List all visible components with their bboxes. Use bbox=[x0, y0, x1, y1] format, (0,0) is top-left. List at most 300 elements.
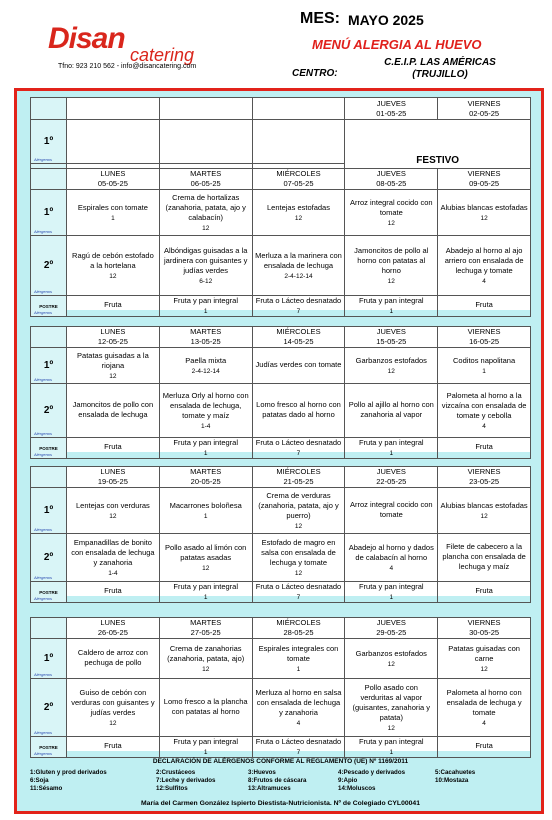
second-course-label: 2º bbox=[43, 260, 54, 271]
day-header bbox=[345, 618, 438, 639]
dish-name: Caldero de arroz con pechuga de pollo bbox=[77, 647, 148, 667]
empty-cell bbox=[67, 120, 160, 164]
day-name: MARTES bbox=[190, 169, 222, 178]
day-name: MARTES bbox=[190, 618, 222, 627]
dish-name: Fruta o Lácteo desnatado bbox=[255, 582, 342, 591]
day-date: 05-05-25 bbox=[97, 179, 128, 188]
allergen-legend-item: 4:Pescado y derivados bbox=[338, 769, 406, 776]
meal-cell bbox=[159, 737, 252, 758]
course-label-cell bbox=[31, 348, 67, 384]
dish-name: Fruta y pan integral bbox=[358, 438, 424, 447]
dish-name: Crema de hortalizas (zanahoria, patata, ajo y calabacín) bbox=[165, 192, 246, 222]
dish-name: Espirales con tomate bbox=[77, 202, 148, 212]
dish-name: Crema de verduras (zanahoria, patata, ajo y puerro) bbox=[258, 490, 339, 520]
second-row bbox=[31, 679, 531, 737]
allergen-legend-item: 2:Crustáceos bbox=[156, 769, 196, 776]
meal-cell bbox=[159, 679, 252, 737]
day-header bbox=[67, 327, 160, 348]
meal-cell bbox=[159, 488, 252, 534]
course-label-cell bbox=[31, 384, 67, 438]
second-course-label: 2º bbox=[43, 552, 54, 563]
meal-cell bbox=[345, 190, 438, 236]
day-name: VIERNES bbox=[467, 98, 501, 108]
school-name bbox=[370, 57, 510, 81]
allergen-footer bbox=[30, 758, 531, 810]
holiday-label: FESTIVO bbox=[416, 155, 460, 166]
dish-name: Ragú de cebón estofado a la hortelana bbox=[72, 250, 154, 270]
meal-cell bbox=[67, 348, 160, 384]
meal-cell bbox=[345, 737, 438, 758]
allergens-label: Alérgenos bbox=[34, 431, 53, 436]
meal-cell bbox=[67, 737, 160, 758]
allergen-codes: 12 bbox=[480, 512, 488, 520]
day-name: JUEVES bbox=[376, 467, 406, 476]
course-label-cell bbox=[31, 467, 67, 488]
day-date: 12-05-25 bbox=[97, 337, 128, 346]
day-date: 09-05-25 bbox=[469, 179, 500, 188]
allergen-codes: 4 bbox=[482, 719, 486, 727]
meal-cell bbox=[438, 737, 531, 758]
meal-cell bbox=[159, 190, 252, 236]
dish-name: Fruta bbox=[104, 586, 122, 595]
allergen-codes: 1 bbox=[203, 749, 208, 756]
day-date: 16-05-25 bbox=[469, 337, 500, 346]
course-label-cell bbox=[31, 190, 67, 236]
second-course-label: 2º bbox=[43, 702, 54, 713]
week-table-4 bbox=[30, 466, 531, 601]
allergen-legend-item: 3:Huevos bbox=[248, 769, 276, 776]
dish-name: Albóndigas guisadas a la jardinera con guisantes y judías verdes bbox=[163, 245, 248, 275]
first-course-row bbox=[31, 120, 531, 164]
day-name: MIÉRCOLES bbox=[276, 169, 321, 178]
allergen-codes: 12 bbox=[294, 522, 303, 530]
day-header bbox=[252, 327, 345, 348]
meal-cell bbox=[345, 384, 438, 438]
day-header-row bbox=[31, 327, 531, 348]
meal-cell bbox=[345, 582, 438, 603]
day-name: VIERNES bbox=[467, 169, 501, 178]
allergen-legend-item: 6:Soja bbox=[30, 777, 49, 784]
day-header bbox=[159, 98, 252, 120]
meal-cell bbox=[438, 438, 531, 459]
second-row bbox=[31, 384, 531, 438]
meal-cell bbox=[345, 296, 438, 317]
meal-cell bbox=[67, 582, 160, 603]
day-date: 29-05-25 bbox=[376, 628, 407, 637]
school-name-line1: C.E.I.P. LAS AMÉRICAS bbox=[384, 57, 496, 68]
dish-name: Lomo fresco al horno con patatas dado al horno bbox=[256, 399, 341, 419]
allergen-codes: 1 bbox=[389, 594, 394, 601]
day-name: JUEVES bbox=[376, 327, 406, 336]
postre-label: POSTRE bbox=[39, 445, 58, 451]
allergen-codes: 1 bbox=[482, 367, 486, 375]
allergen-codes: 7 bbox=[296, 749, 301, 756]
meal-cell bbox=[252, 639, 345, 679]
day-header bbox=[345, 327, 438, 348]
allergen-codes: 12 bbox=[387, 724, 395, 732]
first-course-label: 1º bbox=[43, 360, 54, 371]
second-row bbox=[31, 534, 531, 582]
day-date: 01-05-25 bbox=[376, 108, 407, 118]
allergen-codes: 12 bbox=[109, 719, 117, 727]
day-date: 02-05-25 bbox=[469, 108, 500, 118]
dish-name: Estofado de magro en salsa con ensalada de lechuga y tomate bbox=[261, 537, 336, 567]
allergen-codes: 12 bbox=[202, 224, 210, 232]
allergen-codes: 12 bbox=[480, 214, 488, 222]
allergen-codes: 7 bbox=[296, 450, 301, 457]
meal-cell bbox=[438, 679, 531, 737]
allergen-codes: 4 bbox=[296, 719, 301, 727]
day-header-row bbox=[31, 169, 531, 190]
dish-name: Merluza Orly al horno con ensalada de lechuga, tomate y maíz bbox=[162, 390, 249, 420]
first-course-label: 1º bbox=[43, 505, 54, 516]
day-name: MIÉRCOLES bbox=[276, 327, 321, 336]
dish-name: Fruta bbox=[104, 300, 122, 309]
course-label-cell bbox=[31, 639, 67, 679]
dish-name: Patatas guisadas con carne bbox=[448, 643, 520, 663]
day-header bbox=[159, 618, 252, 639]
meal-cell bbox=[67, 190, 160, 236]
postre-row bbox=[31, 737, 531, 758]
course-label-cell bbox=[31, 327, 67, 348]
meal-cell bbox=[67, 534, 160, 582]
allergens-label: Alérgenos bbox=[34, 377, 53, 382]
dish-name: Fruta o Lácteo desnatado bbox=[255, 438, 342, 447]
day-header bbox=[345, 467, 438, 488]
allergen-legend-item: 9:Apio bbox=[338, 777, 358, 784]
meal-cell bbox=[67, 438, 160, 459]
allergen-codes: 12 bbox=[387, 367, 395, 375]
allergen-legend-item: 1:Gluten y prod derivados bbox=[30, 769, 107, 776]
allergen-legend-item: 5:Cacahuetes bbox=[435, 769, 476, 776]
meal-cell bbox=[159, 534, 252, 582]
allergens-label: Alérgenos bbox=[34, 452, 53, 457]
day-header bbox=[67, 467, 160, 488]
course-label-cell bbox=[31, 236, 67, 296]
meal-cell bbox=[252, 737, 345, 758]
dish-name: Empanadillas de bonito con ensalada de lechuga y zanahoria bbox=[71, 537, 155, 567]
dish-name: Fruta bbox=[475, 442, 493, 451]
day-date: 08-05-25 bbox=[376, 179, 407, 188]
day-name: MARTES bbox=[190, 467, 222, 476]
allergen-codes: 1 bbox=[389, 749, 394, 756]
meal-cell bbox=[345, 679, 438, 737]
meal-cell bbox=[345, 488, 438, 534]
allergen-codes: 6-12 bbox=[199, 277, 213, 285]
logo-main-text: Disan bbox=[48, 22, 125, 55]
allergen-codes: 1 bbox=[203, 308, 208, 315]
day-header bbox=[438, 618, 531, 639]
dish-name: Lomo fresco a la plancha con patatas al horno bbox=[163, 696, 248, 716]
menu-title: MENÚ ALERGIA AL HUEVO bbox=[312, 37, 482, 52]
logo-sub-text: catering bbox=[130, 45, 195, 65]
day-header bbox=[159, 327, 252, 348]
meal-cell bbox=[252, 296, 345, 317]
dish-name: Fruta y pan integral bbox=[173, 582, 238, 591]
month-label: MES: bbox=[300, 10, 340, 27]
allergen-codes: 12 bbox=[294, 569, 303, 577]
allergen-legend-item: 14:Moluscos bbox=[338, 785, 376, 792]
dish-name: Merluza al horno en salsa con ensalada de lechuga y zanahoria bbox=[255, 687, 342, 717]
day-name: MIÉRCOLES bbox=[276, 467, 321, 476]
allergen-codes: 12 bbox=[109, 272, 117, 280]
dish-name: Paella mixta bbox=[185, 355, 227, 365]
course-label-cell bbox=[31, 679, 67, 737]
day-name: MIÉRCOLES bbox=[276, 618, 321, 627]
postre-label-cell bbox=[31, 737, 67, 758]
postre-label-cell bbox=[31, 296, 67, 317]
day-date: 30-05-25 bbox=[469, 628, 500, 637]
dish-name: Espirales integrales con tomate bbox=[258, 643, 339, 663]
allergens-label: Alérgenos bbox=[34, 157, 53, 162]
allergen-codes: 1 bbox=[389, 450, 394, 457]
dish-name: Fruta y pan integral bbox=[173, 296, 238, 305]
allergen-codes: 12 bbox=[109, 512, 117, 520]
day-date: 13-05-25 bbox=[190, 337, 221, 346]
day-header bbox=[67, 169, 160, 190]
course-label-cell bbox=[31, 488, 67, 534]
day-header bbox=[252, 467, 345, 488]
allergens-label: Alérgenos bbox=[34, 751, 53, 756]
postre-label-cell bbox=[31, 582, 67, 603]
meal-cell bbox=[159, 438, 252, 459]
meal-cell bbox=[67, 236, 160, 296]
postre-row bbox=[31, 296, 531, 317]
allergen-codes: 7 bbox=[296, 594, 301, 601]
dish-name: Fruta bbox=[475, 741, 493, 750]
meal-cell bbox=[159, 384, 252, 438]
month-value: MAYO 2025 bbox=[348, 12, 424, 28]
allergen-codes: 12 bbox=[294, 214, 303, 222]
contact-info: Tfno: 923 210 562 - info@disancatering.com bbox=[58, 63, 197, 70]
postre-label: POSTRE bbox=[39, 303, 58, 309]
menu-grid bbox=[30, 617, 531, 758]
dish-name: Arroz integral cocido con tomate bbox=[350, 499, 433, 519]
second-course-label: 2º bbox=[43, 405, 54, 416]
day-date: 19-05-25 bbox=[97, 477, 128, 486]
dish-name: Guiso de cebón con verduras con guisantes y judías verdes bbox=[71, 687, 155, 717]
day-name: JUEVES bbox=[376, 98, 406, 108]
dish-name: Lentejas estofadas bbox=[267, 202, 330, 212]
meal-cell bbox=[345, 236, 438, 296]
dish-name: Crema de zanahorias (zanahoria, patata, ajo) bbox=[167, 643, 245, 663]
allergens-label: Alérgenos bbox=[34, 289, 53, 294]
meal-cell bbox=[438, 190, 531, 236]
center-label: CENTRO: bbox=[292, 68, 338, 79]
meal-cell bbox=[438, 236, 531, 296]
meal-cell bbox=[159, 582, 252, 603]
meal-cell bbox=[67, 296, 160, 317]
day-name: LUNES bbox=[100, 618, 126, 627]
meal-cell bbox=[438, 348, 531, 384]
week-table-3 bbox=[30, 326, 531, 457]
postre-label: POSTRE bbox=[39, 589, 58, 595]
course-label-cell bbox=[31, 534, 67, 582]
day-header bbox=[345, 169, 438, 190]
meal-cell bbox=[345, 534, 438, 582]
meal-cell bbox=[438, 582, 531, 603]
meal-cell bbox=[252, 438, 345, 459]
allergens-label: Alérgenos bbox=[34, 672, 53, 677]
allergen-codes: 12 bbox=[387, 660, 395, 668]
menu-grid bbox=[30, 326, 531, 459]
day-date: 22-05-25 bbox=[376, 477, 407, 486]
nutritionist-signature: María del Carmen González Ispierto Diestista-Nutricionista. Nº de Colegiado CYL00041 bbox=[141, 800, 420, 807]
dish-name: Filete de cabecero a la plancha con ensalada de lechuga y maíz bbox=[442, 541, 526, 571]
allergen-codes: 4 bbox=[389, 564, 394, 572]
allergens-label: Alérgenos bbox=[34, 527, 53, 532]
meal-cell bbox=[159, 296, 252, 317]
day-name: VIERNES bbox=[467, 618, 501, 627]
day-header-row bbox=[31, 618, 531, 639]
allergen-codes: 12 bbox=[480, 665, 488, 673]
day-name: LUNES bbox=[100, 327, 126, 336]
allergen-legend-item: 10:Mostaza bbox=[435, 777, 469, 784]
first-course-label: 1º bbox=[43, 653, 54, 664]
allergen-codes: 1 bbox=[203, 594, 208, 601]
week-table-5 bbox=[30, 617, 531, 756]
meal-cell bbox=[159, 639, 252, 679]
meal-cell bbox=[67, 639, 160, 679]
menu-grid bbox=[30, 168, 531, 317]
allergen-legend-item: 7:Leche y derivados bbox=[156, 777, 216, 784]
meal-cell bbox=[252, 348, 345, 384]
dish-name: Fruta y pan integral bbox=[358, 737, 424, 746]
dish-name: Fruta bbox=[475, 300, 493, 309]
meal-cell bbox=[252, 384, 345, 438]
school-name-line2: (TRUJILLO) bbox=[412, 69, 468, 80]
postre-label-cell bbox=[31, 438, 67, 459]
day-name: LUNES bbox=[100, 169, 126, 178]
dish-name: Arroz integral cocido con tomate bbox=[350, 197, 433, 217]
dish-name: Fruta o Lácteo desnatado bbox=[255, 296, 342, 305]
day-name: VIERNES bbox=[467, 327, 501, 336]
allergens-label: Alérgenos bbox=[34, 575, 53, 580]
day-header bbox=[252, 169, 345, 190]
course-label-cell bbox=[31, 169, 67, 190]
meal-cell bbox=[252, 534, 345, 582]
allergen-codes: 1 bbox=[111, 214, 115, 222]
day-header bbox=[345, 98, 438, 120]
meal-cell bbox=[252, 679, 345, 737]
allergen-legend-item: 13:Altramuces bbox=[248, 785, 291, 792]
allergen-codes: 12 bbox=[202, 564, 210, 572]
day-date: 27-05-25 bbox=[190, 628, 221, 637]
allergen-codes: 1 bbox=[296, 665, 301, 673]
meal-cell bbox=[252, 190, 345, 236]
first-row bbox=[31, 348, 531, 384]
dish-name: Judías verdes con tomate bbox=[255, 359, 342, 369]
day-date: 07-05-25 bbox=[283, 179, 314, 188]
allergens-label: Alérgenos bbox=[34, 310, 53, 315]
day-date: 14-05-25 bbox=[283, 337, 314, 346]
day-header bbox=[252, 98, 345, 120]
allergen-codes: 12 bbox=[387, 219, 395, 227]
day-date: 21-05-25 bbox=[283, 477, 314, 486]
allergen-codes: 4 bbox=[482, 277, 486, 285]
allergens-label: Alérgenos bbox=[34, 596, 53, 601]
postre-label: POSTRE bbox=[39, 744, 58, 750]
day-date: 28-05-25 bbox=[283, 628, 314, 637]
allergen-codes: 1 bbox=[203, 450, 208, 457]
meal-cell bbox=[438, 534, 531, 582]
dish-name: Fruta y pan integral bbox=[173, 737, 238, 746]
meal-cell bbox=[345, 438, 438, 459]
day-header-row bbox=[31, 467, 531, 488]
dish-name: Alubias blancas estofadas bbox=[440, 202, 528, 212]
day-name: JUEVES bbox=[376, 618, 406, 627]
day-date: 20-05-25 bbox=[190, 477, 221, 486]
day-name: MARTES bbox=[190, 327, 222, 336]
meal-cell bbox=[438, 639, 531, 679]
dish-name: Lentejas con verduras bbox=[76, 500, 150, 510]
dish-name: Jamoncitos de pollo al horno con patatas al horno bbox=[354, 245, 429, 275]
day-header bbox=[252, 618, 345, 639]
empty-cell bbox=[159, 120, 252, 164]
meal-cell bbox=[67, 488, 160, 534]
day-date: 23-05-25 bbox=[469, 477, 500, 486]
meal-cell bbox=[252, 488, 345, 534]
day-header bbox=[438, 98, 531, 120]
postre-row bbox=[31, 438, 531, 459]
first-course-label: 1º bbox=[43, 136, 54, 147]
day-name: LUNES bbox=[100, 467, 126, 476]
dish-name: Patatas guisadas a la riojana bbox=[77, 350, 149, 370]
dish-name: Fruta bbox=[104, 741, 122, 750]
first-row bbox=[31, 488, 531, 534]
day-header bbox=[67, 618, 160, 639]
dish-name: Merluza a la marinera con ensalada de lechuga bbox=[255, 250, 342, 270]
dish-name: Fruta bbox=[475, 586, 493, 595]
menu-grid bbox=[30, 466, 531, 603]
meal-cell bbox=[252, 582, 345, 603]
dish-name: Abadejo al horno al ajo arriero con ensalada de lechuga y tomate bbox=[444, 245, 524, 275]
day-header bbox=[67, 98, 160, 120]
day-header-row bbox=[31, 98, 531, 120]
allergen-codes: 7 bbox=[296, 308, 301, 315]
second-row bbox=[31, 236, 531, 296]
first-row bbox=[31, 190, 531, 236]
allergens-label: Alérgenos bbox=[34, 730, 53, 735]
allergen-codes: 1-4 bbox=[200, 422, 211, 430]
dish-name: Garbanzos estofados bbox=[355, 648, 427, 658]
course-label-cell bbox=[31, 120, 67, 164]
dish-name: Fruta y pan integral bbox=[173, 438, 238, 447]
allergen-legend-item: 8:Frutos de cáscara bbox=[248, 777, 307, 784]
dish-name: Fruta y pan integral bbox=[358, 582, 424, 591]
dish-name: Jamoncitos de pollo con ensalada de lechuga bbox=[72, 399, 154, 419]
allergen-codes: 12 bbox=[109, 372, 117, 380]
dish-name: Macarrones boloñesa bbox=[169, 500, 242, 510]
allergen-declaration: DECLARACIÓN DE ALÉRGENOS CONFORME AL REGLAMENTO (UE) Nº 1169/2011 bbox=[152, 758, 409, 765]
first-row bbox=[31, 639, 531, 679]
allergen-codes: 1 bbox=[389, 308, 394, 315]
day-name: JUEVES bbox=[376, 169, 406, 178]
dish-name: Fruta y pan integral bbox=[358, 296, 424, 305]
dish-name: Pollo al ajillo al horno con zanahoria al vapor bbox=[348, 399, 434, 419]
meal-cell bbox=[438, 296, 531, 317]
day-header bbox=[438, 169, 531, 190]
dish-name: Pollo asado con verduritas al vapor (guisantes, zanahoria y patata) bbox=[352, 682, 431, 722]
allergen-legend-item: 12:Sulfitos bbox=[156, 785, 188, 792]
course-label-cell bbox=[31, 618, 67, 639]
day-header bbox=[438, 327, 531, 348]
day-name: VIERNES bbox=[467, 467, 501, 476]
dish-name: Palometa al horno con ensalada de lechuga y tomate bbox=[446, 687, 522, 717]
dish-name: Pollo asado al limón con patatas asadas bbox=[165, 542, 247, 562]
allergen-codes: 1 bbox=[203, 512, 208, 520]
dish-name: Fruta o Lácteo desnatado bbox=[255, 737, 342, 746]
